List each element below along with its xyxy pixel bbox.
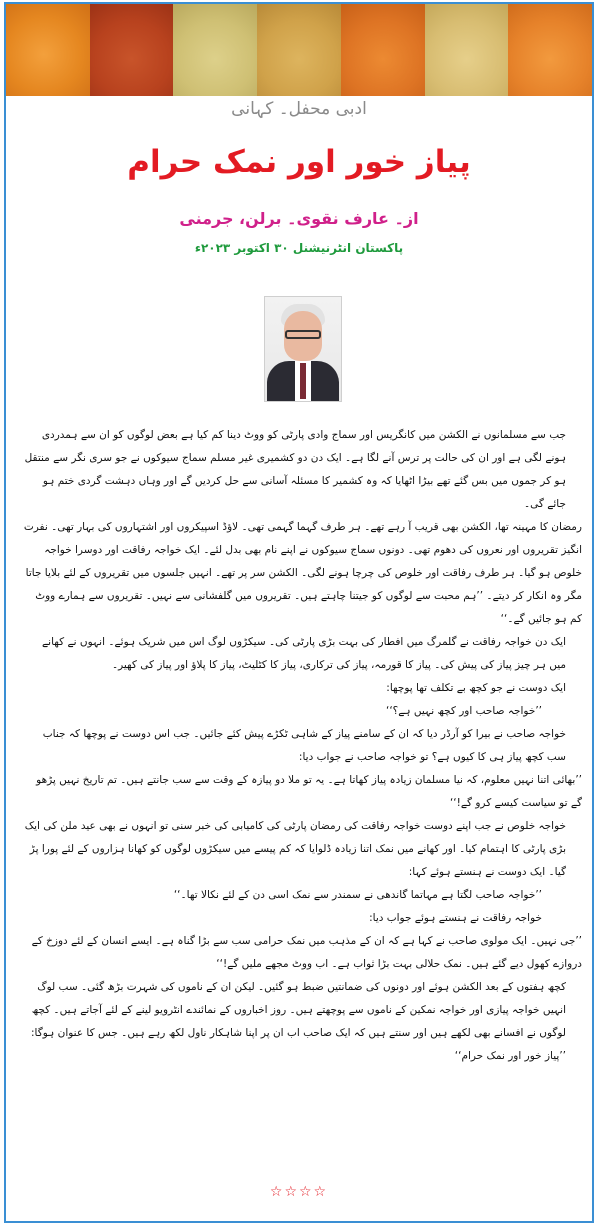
paragraph: ایک دن خواجہ رفاقت نے گلمرگ میں افطار کی بہت بڑی پارٹی کی۔ سیکڑوں لوگ اس میں شریک ہوئے۔ انہوں نے کھانے میں ہر چیز پیاز کی پیش کی۔ پیاز کا قورمہ، پیاز کی ترکاری، پیاز کا کٹلیٹ، پیاز کا پلاؤ اور پیاز کی کھیر۔ [42, 636, 566, 671]
quote: ’’بھائی اتنا نہیں معلوم، کہ نیا مسلمان زیادہ پیاز کھاتا ہے۔ یہ تو ملا دو پیازہ کے وقت سے سب جانتے ہیں۔ تم تاریخ نہیں پڑھو گے تو سیاست کیسے کرو گے!‘‘ [36, 774, 582, 809]
author-line: از۔ عارف نقوی۔ برلن، جرمنی [179, 209, 419, 228]
paragraph: خواجہ صاحب نے بیرا کو آرڈر دیا کہ ان کے سامنے پیاز کے شاہی ٹکڑے پیش کئے جائیں۔ جب اس دوست نے پوچھا کہ جناب سب کچھ پیاز ہی کا کیوں ہے؟ تو خواجہ صاحب نے جواب دیا: [42, 728, 566, 763]
end-stars: ☆☆☆☆ [269, 1184, 329, 1200]
paragraph: جب سے مسلمانوں نے الکشن میں کانگریس اور سماج وادی پارٹی کو ووٹ دینا کم کیا ہے بعض لوگوں کو ان سے ہمدردی ہونے لگی ہے اور ان کی حالت پر ترس آنے لگا ہے۔ ایک دن دو کشمیری غیر مسلم سماج سیوکوں نے جو سری نگر سے منتقل ہو کر جموں میں بس گئے تھے بیڑا اٹھایا کہ وہ کشمیر کا مسئلہ آسانی سے حل کردیں گے اور وہاں دہشت گردی ختم ہو جائے گی۔ [24, 429, 566, 510]
quote: ’’خواجہ صاحب لگتا ہے مہاتما گاندھی نے سمندر سے نمک اسی دن کے لئے نکالا تھا۔‘‘ [173, 889, 542, 901]
spice-bowl [257, 4, 341, 96]
spice-bowl [6, 4, 90, 96]
publication-line: پاکستان انٹرنیشنل ۳۰ اکتوبر ۲۰۲۳ء [194, 241, 404, 255]
spice-bowl [173, 4, 257, 96]
author-photo [264, 296, 342, 402]
paragraph: خواجہ خلوص نے جب اپنے دوست خواجہ رفاقت کی رمضان پارٹی کی کامیابی کی خبر سنی تو انہوں نے بھی عید ملن کی ایک بڑی پارٹی کا اہتمام کیا۔ اور کھانے میں نمک اتنا زیادہ ڈلوایا کہ کم پیسے میں سیکڑوں لوگوں کو کھانا ہزاروں کے لئے پورا پڑ گیا۔ ایک دوست نے ہنستے ہوئے کہا: [24, 820, 566, 878]
article-frame [4, 2, 594, 1223]
paragraph: رمضان کا مہینہ تھا، الکشن بھی قریب آ رہے تھے۔ ہر طرف گہما گہمی تھی۔ لاؤڈ اسپیکروں اور اشتہاروں کی بہار تھی۔ نفرت انگیز تقریروں اور نعروں کی دھوم تھی۔ دونوں سماج سیوکوں نے اپنے نام بھی بدل لئے۔ ایک خواجہ رفاقت اور دوسرا خواجہ خلوص ہو گیا۔ ہر طرف رفاقت اور خلوص کی چرچا ہونے لگی۔ الکشن سر پر تھے۔ انہیں جلسوں میں تقریروں کے لئے بلایا جاتا مگر وہ انکار کر دیتے۔ ’’ہم محبت سے لوگوں کو جیتنا چاہتے ہیں۔ تقریروں میں گلفشانی سے نہیں۔ تقریروں سے ہمارے ووٹ کم ہو جائیں گے۔‘‘ [23, 521, 582, 625]
spice-bowl [341, 4, 425, 96]
story-body [22, 424, 582, 1068]
section-label: ادبی محفل۔ کہانی [231, 99, 367, 119]
quote: ’’جی نہیں۔ ایک مولوی صاحب نے کہا ہے کہ ان کے مذہب میں نمک حرامی سب سے بڑا گناہ ہے۔ ایسے انسان کے لئے دوزخ کے دروازے کھول دیے گئے ہیں۔ نمک حلالی بہت بڑا ثواب ہے۔ اب ووٹ مجھے ملیں گے!‘‘ [31, 935, 582, 970]
spice-bowl [508, 4, 592, 96]
spice-bowl [90, 4, 174, 96]
quote: ’’خواجہ صاحب اور کچھ نہیں ہے؟‘‘ [385, 705, 542, 717]
paragraph: کچھ ہفتوں کے بعد الکشن ہوئے اور دونوں کی ضمانتیں ضبط ہو گئیں۔ لیکن ان کے ناموں کی شہرت بڑھ گئی۔ سب لوگ انہیں خواجہ پیازی اور خواجہ نمکین کے ناموں سے پوچھتے ہیں۔ روز اخباروں کے نمائندے انٹرویو لینے کے لئے آجاتے ہیں۔ کچھ لوگوں نے افسانے بھی لکھے ہیں اور سنتے ہیں کہ ایک صاحب اب ان پر اپنا شاہکار ناول لکھ رہے ہیں۔ جس کا عنوان ہوگا: ’’پیاز خور اور نمک حرام‘‘ [30, 981, 566, 1062]
paragraph: ایک دوست نے جو کچھ بے تکلف تھا پوچھا: [386, 682, 566, 694]
spice-banner [6, 4, 592, 96]
glasses-icon [285, 330, 321, 339]
story-title: پیاز خور اور نمک حرام [127, 144, 471, 180]
spice-bowl [425, 4, 509, 96]
paragraph: خواجہ رفاقت نے ہنستے ہوئے جواب دیا: [369, 912, 542, 924]
